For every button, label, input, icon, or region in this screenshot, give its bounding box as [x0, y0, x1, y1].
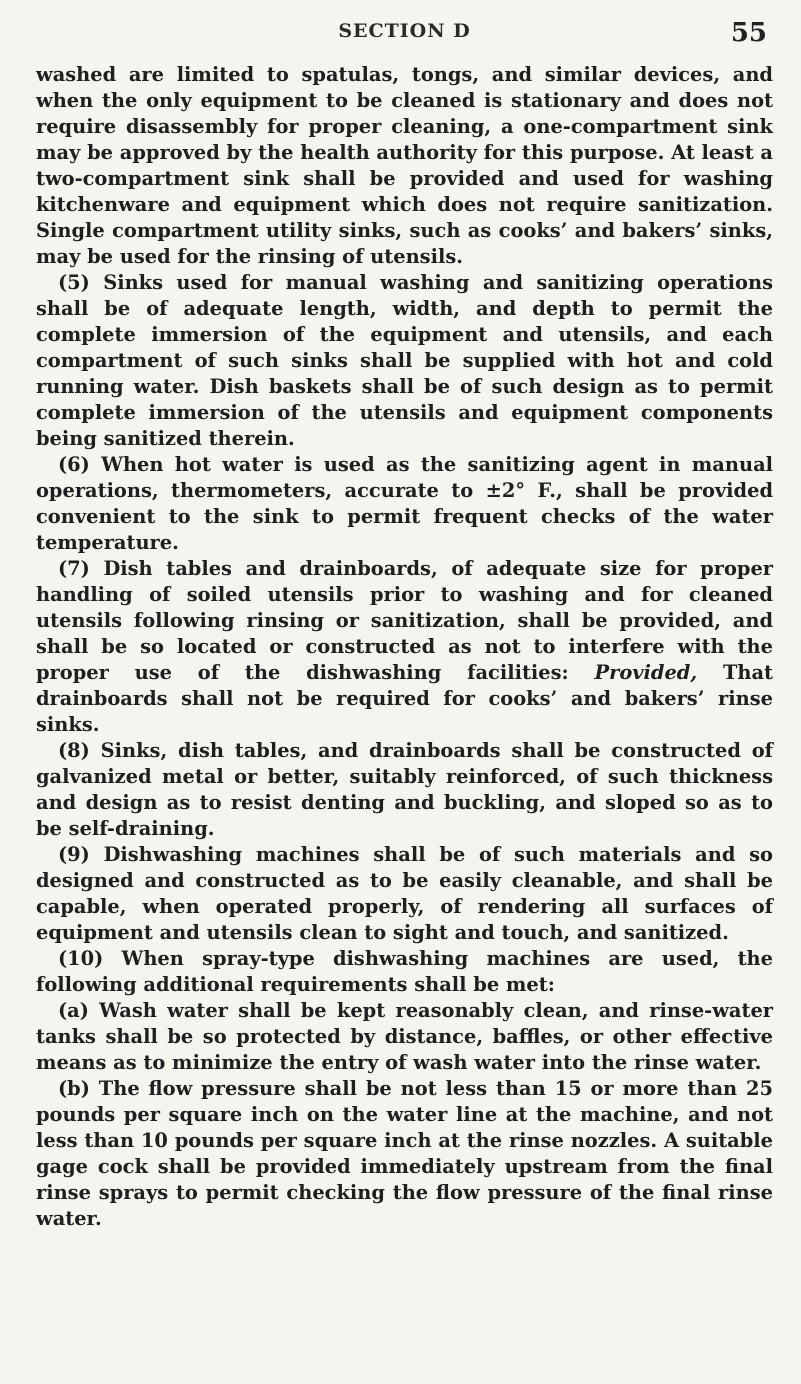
paragraph-9: (9) Dishwashing machines shall be of such materials and so designed and constructed as to be easily cleanable, and shall be capable, when operated properly, of rendering all surfaces of equipment and utensils clean to sight and touch, and sanitized.	[36, 843, 773, 944]
body-text	[36, 62, 773, 1232]
paragraph-continuation: washed are limited to spatulas, tongs, and similar devices, and when the only equipment to be cleaned is stationary and does not require disassembly for proper cleaning, a one-compartment sink may be approved by the health authority for this purpose. At least a two-compartment sink shall be provided and used for washing kitchenware and equipment which does not require sanitization. Single compartment utility sinks, such as cooks’ and bakers’ sinks, may be used for the rinsing of utensils.	[36, 63, 773, 268]
paragraph-7-text-after: That drainboards shall not be required for cooks’ and bakers’ rinse sinks.	[36, 661, 773, 736]
running-head	[36, 20, 773, 54]
paragraph-5: (5) Sinks used for manual washing and sanitizing operations shall be of adequate length, width, and depth to permit the complete immersion of the equipment and utensils, and each compartment of such sinks shall be supplied with hot and cold running water. Dish baskets shall be of such design as to permit complete immersion of the utensils and equipment components being sanitized therein.	[36, 271, 773, 450]
page-number: 55	[730, 18, 767, 48]
paragraph-8: (8) Sinks, dish tables, and drainboards shall be constructed of galvanized metal or better, suitably reinforced, of such thickness and design as to resist denting and buckling, and sloped so as to be self-draining.	[36, 739, 773, 840]
paragraph-6: (6) When hot water is used as the sanitizing agent in manual operations, thermometers, accurate to ±2° F., shall be provided convenient to the sink to permit frequent checks of the water temperature.	[36, 453, 773, 554]
paragraph-10: (10) When spray-type dishwashing machines are used, the following additional requirements shall be met:	[36, 947, 773, 996]
paragraph-7-proviso: Provided,	[594, 661, 698, 684]
paragraph-10-b: (b) The flow pressure shall be not less than 15 or more than 25 pounds per square inch on the water line at the machine, and not less than 10 pounds per square inch at the rinse nozzles. A suitable gage cock shall be provided immediately upstream from the final rinse sprays to permit checking the flow pressure of the final rinse water.	[36, 1077, 773, 1230]
paragraph-10-a: (a) Wash water shall be kept reasonably clean, and rinse-water tanks shall be so protected by distance, baffles, or other effective means as to minimize the entry of wash water into the rinse water.	[36, 999, 773, 1074]
section-title: SECTION D	[338, 20, 471, 42]
paragraph-7-text-before: (7) Dish tables and drainboards, of adequate size for proper handling of soiled utensils prior to washing and for cleaned utensils following rinsing or sanitization, shall be provided, and shall be so located or constructed as not to interfere with the proper use of the dishwashing facilities:	[36, 557, 773, 684]
paragraph-7	[36, 556, 773, 738]
